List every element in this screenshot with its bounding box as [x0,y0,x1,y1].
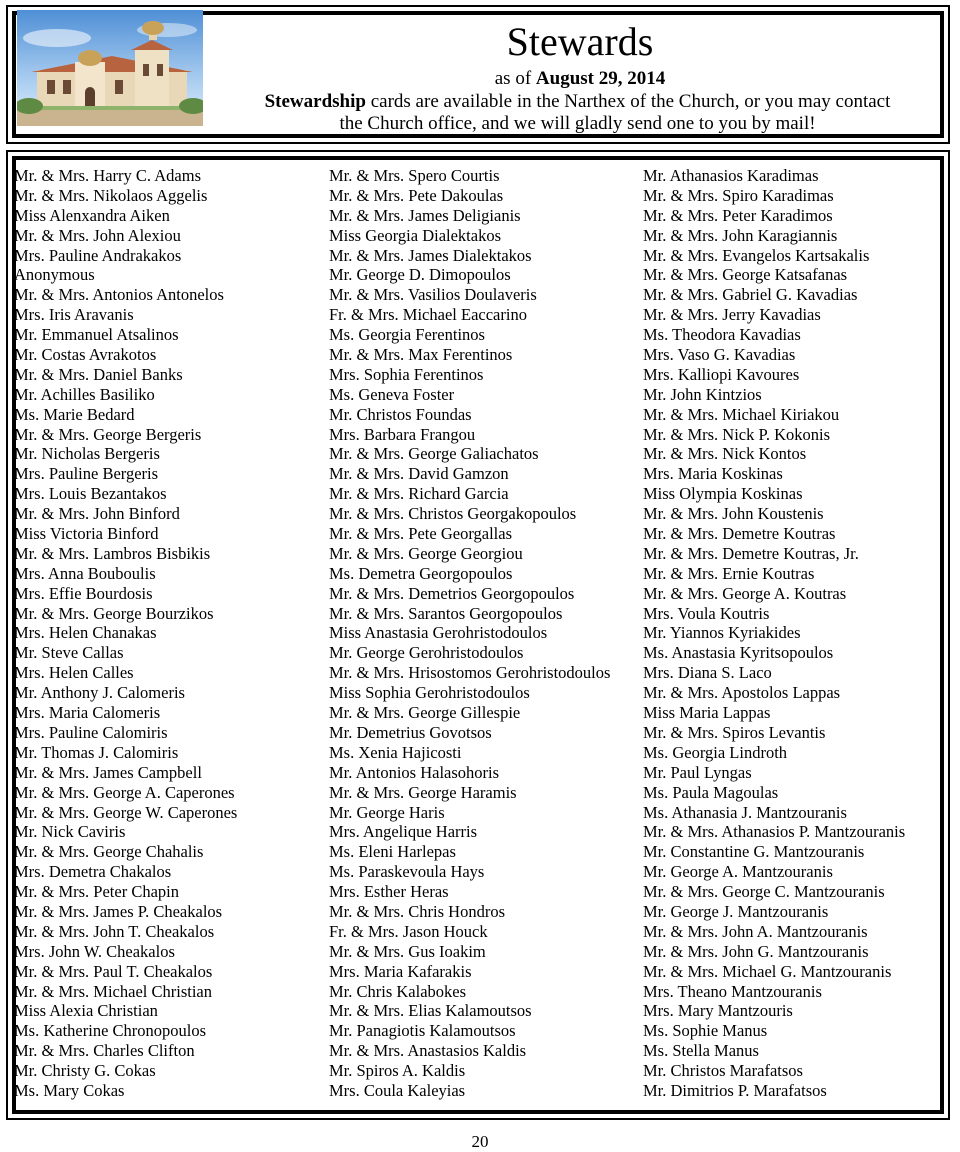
steward-name: Mr. & Mrs. Nick P. Kokonis [643,424,831,444]
steward-name: Mrs. Voula Koutris [643,603,770,623]
steward-name: Ms. Theodora Kavadias [643,325,801,345]
page-title: Stewards [506,19,654,64]
steward-name: Mr. & Mrs. George A. Koutras [643,583,847,603]
steward-name: Mr. Emmanuel Atsalinos [14,325,179,345]
steward-name: Mr. & Mrs. Pete Dakoulas [329,185,504,205]
steward-name: Mr. & Mrs. Daniel Banks [14,364,183,384]
steward-name: Mr. & Mrs. John Koustenis [643,504,824,524]
steward-name: Mr. Achilles Basiliko [14,384,155,404]
steward-name: Mr. & Mrs. James Dialektakos [329,245,532,265]
steward-name: Ms. Athanasia J. Mantzouranis [643,802,847,822]
stewardship-note-line2: the Church office, and we will gladly send one to you by mail! [339,113,816,134]
steward-name: Mrs. Theano Mantzouranis [643,981,822,1001]
steward-name: Mr. & Mrs. Vasilios Doulaveris [329,285,537,305]
steward-name: Mrs. Louis Bezantakos [14,484,167,504]
steward-name: Mr. Nick Caviris [14,822,126,842]
steward-name: Mr. & Mrs. Max Ferentinos [329,345,513,365]
steward-name: Mrs. Sophia Ferentinos [329,364,484,384]
steward-name: Mr. & Mrs. George Galiachatos [329,444,539,464]
church-image [17,10,203,126]
steward-name: Mr. & Mrs. Nick Kontos [643,444,807,464]
steward-name: Mr. Nicholas Bergeris [14,444,160,464]
steward-name: Mrs. Mary Mantzouris [643,1001,793,1021]
steward-name: Mrs. Maria Koskinas [643,464,783,484]
steward-name: Ms. Katherine Chronopoulos [14,1021,207,1041]
steward-name: Anonymous [14,265,95,285]
steward-name: Mr. Spiros A. Kaldis [329,1061,466,1081]
steward-name: Mr. & Mrs. George W. Caperones [14,802,238,822]
steward-column-2 [329,166,610,1101]
steward-name: Mrs. Barbara Frangou [329,424,476,444]
steward-name: Mr. & Mrs. Elias Kalamoutsos [329,1001,532,1021]
steward-name: Mrs. Esther Heras [329,882,449,902]
steward-name: Ms. Mary Cokas [14,1080,125,1100]
stewardship-bold-word: Stewardship [264,91,366,112]
steward-name: Ms. Georgia Lindroth [643,742,788,762]
steward-name: Mr. & Mrs. Ernie Koutras [643,563,815,583]
steward-name: Mr. & Mrs. Paul T. Cheakalos [14,961,213,981]
steward-name: Mr. & Mrs. Spiros Levantis [643,722,826,742]
steward-name: Mr. Dimitrios P. Marafatsos [643,1080,827,1100]
steward-name: Ms. Eleni Harlepas [329,842,456,862]
steward-name: Mrs. Pauline Bergeris [14,464,159,484]
steward-name: Mr. Athanasios Karadimas [643,166,819,185]
steward-name: Mr. Thomas J. Calomiris [14,742,179,762]
steward-name: Mr. Panagiotis Kalamoutsos [329,1021,516,1041]
steward-name: Mr. & Mrs. Hrisostomos Gerohristodoulos [329,663,611,683]
steward-name: Mr. & Mrs. Athanasios P. Mantzouranis [643,822,906,842]
stewardship-note-text: cards are available in the Narthex of the Church, or you may contact [365,91,891,112]
steward-name: Mr. & Mrs. Peter Chapin [14,882,179,902]
steward-name: Mr. & Mrs. Demetrios Georgopoulos [329,583,575,603]
steward-name: Mr. & Mrs. Apostolos Lappas [643,683,841,703]
steward-name: Mr. & Mrs. Christos Georgakopoulos [329,504,577,524]
steward-name: Mr. & Mrs. John A. Mantzouranis [643,921,868,941]
steward-name: Mrs. Demetra Chakalos [14,862,172,882]
steward-column-1 [14,166,237,1101]
steward-name: Ms. Demetra Georgopoulos [329,563,513,583]
steward-name: Mr. & Mrs. Richard Garcia [329,484,509,504]
steward-name: Mr. George Haris [329,802,445,822]
page-number: 20 [471,1132,489,1151]
steward-name: Mr. & Mrs. James Deligianis [329,205,521,225]
steward-column-3 [643,166,905,1101]
steward-name: Mr. & Mrs. Jerry Kavadias [643,305,821,325]
steward-name: Mr. George D. Dimopoulos [329,265,511,285]
steward-name: Ms. Sophie Manus [643,1021,768,1041]
steward-name: Mrs. Vaso G. Kavadias [643,345,796,365]
steward-name: Mrs. Pauline Calomiris [14,722,168,742]
steward-name: Mr. & Mrs. George Haramis [329,782,517,802]
steward-name: Mrs. Maria Kafarakis [329,961,472,981]
steward-name: Ms. Marie Bedard [14,404,135,424]
steward-name: Mrs. Iris Aravanis [14,305,134,325]
steward-name: Miss Alexia Christian [14,1001,158,1021]
steward-name: Mr. & Mrs. Peter Karadimos [643,205,833,225]
steward-name: Mr. & Mrs. Demetre Koutras [643,524,836,544]
steward-name: Mrs. Coula Kaleyias [329,1080,466,1100]
steward-name: Mr. & Mrs. Charles Clifton [14,1041,195,1061]
steward-name: Ms. Anastasia Kyritsopoulos [643,643,834,663]
steward-name: Ms. Georgia Ferentinos [329,325,485,345]
steward-name: Mr. Demetrius Govotsos [329,722,492,742]
steward-name: Mr. & Mrs. George Gillespie [329,703,521,723]
steward-name: Mr. & Mrs. Lambros Bisbikis [14,543,211,563]
steward-name: Mrs. John W. Cheakalos [14,941,175,961]
steward-name: Mr. Steve Callas [14,643,124,663]
steward-name: Mr. Yiannos Kyriakides [643,623,801,643]
steward-name: Miss Georgia Dialektakos [329,225,502,245]
steward-name: Mr. & Mrs. Chris Hondros [329,901,506,921]
steward-name: Mr. John Kintzios [643,384,762,404]
steward-name: Mr. George A. Mantzouranis [643,862,833,882]
steward-name: Mrs. Effie Bourdosis [14,583,153,603]
steward-name: Mr. Paul Lyngas [643,762,752,782]
stewardship-note-line1 [220,91,935,113]
steward-name: Mr. Constantine G. Mantzouranis [643,842,865,862]
steward-name: Mr. & Mrs. George C. Mantzouranis [643,882,885,902]
steward-name: Mr. & Mrs. Nikolaos Aggelis [14,185,208,205]
steward-name: Mr. & Mrs. Michael G. Mantzouranis [643,961,892,981]
steward-name: Miss Maria Lappas [643,703,771,723]
steward-name: Mrs. Angelique Harris [329,822,478,842]
steward-name: Mr. Christos Marafatsos [643,1061,803,1081]
steward-name: Mr. & Mrs. George A. Caperones [14,782,235,802]
steward-name: Fr. & Mrs. Jason Houck [329,921,488,941]
steward-name: Mr. & Mrs. Sarantos Georgopoulos [329,603,563,623]
steward-name: Mr. & Mrs. Michael Kiriakou [643,404,840,424]
steward-name: Mr. & Mrs. Pete Georgallas [329,524,513,544]
steward-name: Mr. & Mrs. George Chahalis [14,842,204,862]
steward-name: Mr. Anthony J. Calomeris [14,683,185,703]
steward-name: Mrs. Diana S. Laco [643,663,772,683]
steward-name: Mr. & Mrs. John Karagiannis [643,225,838,245]
steward-name: Miss Alenxandra Aiken [14,205,170,225]
steward-name: Mr. & Mrs. James P. Cheakalos [14,901,223,921]
steward-name: Mr. & Mrs. George Georgiou [329,543,523,563]
as-of-prefix: as of [494,68,532,89]
steward-name: Mrs. Kalliopi Kavoures [643,364,800,384]
as-of-date-line [260,68,900,90]
steward-name: Miss Anastasia Gerohristodoulos [329,623,548,643]
steward-name: Mr. & Mrs. Spero Courtis [329,166,500,185]
steward-name: Mr. & Mrs. Harry C. Adams [14,166,201,185]
steward-name: Mr. Christos Foundas [329,404,472,424]
steward-name: Mr. & Mrs. John Binford [14,504,180,524]
steward-name: Mr. Costas Avrakotos [14,345,157,365]
steward-name: Mr. & Mrs. John T. Cheakalos [14,921,215,941]
steward-name: Miss Olympia Koskinas [643,484,803,504]
steward-name: Mrs. Anna Bouboulis [14,563,156,583]
steward-name: Ms. Geneva Foster [329,384,455,404]
steward-name: Mr. & Mrs. George Bergeris [14,424,202,444]
steward-name: Mr. Antonios Halasohoris [329,762,500,782]
steward-name: Ms. Paula Magoulas [643,782,779,802]
steward-name: Mr. & Mrs. Spiro Karadimas [643,185,834,205]
steward-name: Ms. Xenia Hajicosti [329,742,462,762]
steward-name: Fr. & Mrs. Michael Eaccarino [329,305,527,325]
steward-name: Mr. George Gerohristodoulos [329,643,524,663]
steward-name: Mrs. Helen Calles [14,663,134,683]
steward-name: Mr. & Mrs. George Katsafanas [643,265,848,285]
as-of-date: August 29, 2014 [535,68,666,89]
steward-name: Mr. & Mrs. James Campbell [14,762,202,782]
steward-name: Mrs. Pauline Andrakakos [14,245,182,265]
steward-name: Mr. & Mrs. Michael Christian [14,981,212,1001]
steward-name: Mr. George J. Mantzouranis [643,901,829,921]
steward-name: Mr. Chris Kalabokes [329,981,467,1001]
steward-name: Ms. Stella Manus [643,1041,759,1061]
steward-name: Mrs. Maria Calomeris [14,703,161,723]
steward-name: Mr. & Mrs. Antonios Antonelos [14,285,224,305]
steward-name: Mr. & Mrs. David Gamzon [329,464,509,484]
steward-name: Mr. & Mrs. John G. Mantzouranis [643,941,869,961]
steward-name: Mr. & Mrs. Evangelos Kartsakalis [643,245,870,265]
steward-name: Mr. & Mrs. George Bourzikos [14,603,214,623]
steward-name: Mr. & Mrs. Demetre Koutras, Jr. [643,543,859,563]
steward-name: Mr. & Mrs. Gabriel G. Kavadias [643,285,858,305]
steward-name: Miss Victoria Binford [14,524,159,544]
steward-name: Miss Sophia Gerohristodoulos [329,683,530,703]
steward-name: Ms. Paraskevoula Hays [329,862,485,882]
steward-name: Mr. Christy G. Cokas [14,1061,156,1081]
steward-name: Mr. & Mrs. John Alexiou [14,225,181,245]
steward-name: Mrs. Helen Chanakas [14,623,157,643]
steward-name: Mr. & Mrs. Gus Ioakim [329,941,486,961]
steward-name: Mr. & Mrs. Anastasios Kaldis [329,1041,527,1061]
